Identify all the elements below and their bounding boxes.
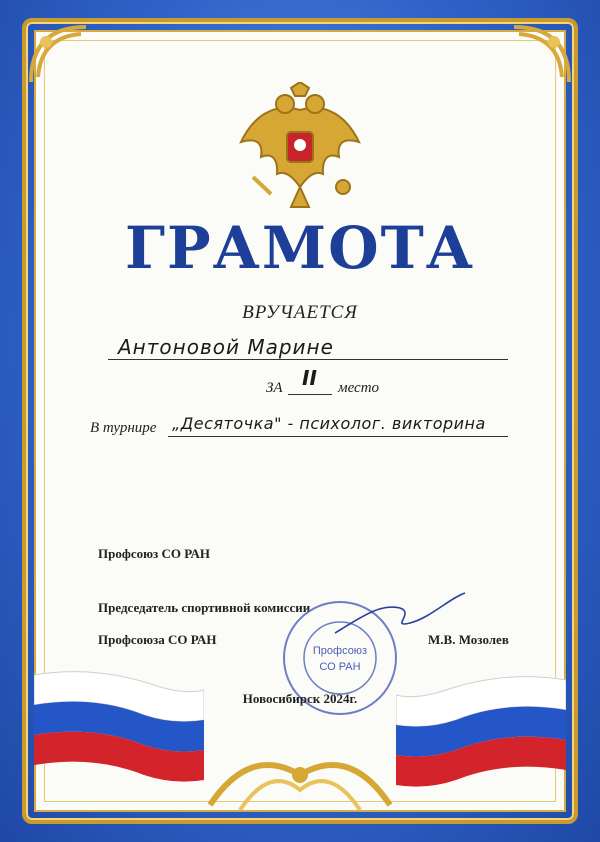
- tournament-name: „Десяточка" - психолог. викторина: [172, 414, 486, 433]
- coat-of-arms-icon: [233, 82, 367, 212]
- place-suffix: место: [338, 380, 380, 396]
- russian-flag-right-icon: [396, 670, 566, 790]
- chair-title-line2: Профсоюза СО РАН: [98, 632, 217, 647]
- place-prefix: ЗА: [266, 380, 283, 396]
- stamp-text-line2: СО РАН: [319, 661, 361, 673]
- russian-flag-left-icon: [34, 665, 204, 785]
- chair-title-line1: Председатель спортивной комиссии: [98, 600, 311, 615]
- bottom-gold-ornament-icon: [200, 735, 400, 815]
- stamp-text-line1: Профсоюз: [312, 645, 368, 657]
- corner-ornament-icon: [26, 22, 96, 92]
- tournament-label: В турнире: [90, 420, 157, 436]
- city-year: Новосибирск 2024г.: [242, 691, 358, 706]
- union-name: Профсоюз СО РАН: [98, 546, 211, 561]
- certificate-title: ГРАМОТА: [124, 214, 476, 282]
- chair-name: М.В. Мозолев: [428, 632, 509, 647]
- signature-icon: [330, 588, 470, 638]
- place-value: II: [302, 366, 317, 390]
- corner-ornament-icon: [504, 22, 574, 92]
- awarded-label: ВРУЧАЕТСЯ: [242, 302, 358, 323]
- recipient-name: Антоновой Марине: [118, 335, 334, 359]
